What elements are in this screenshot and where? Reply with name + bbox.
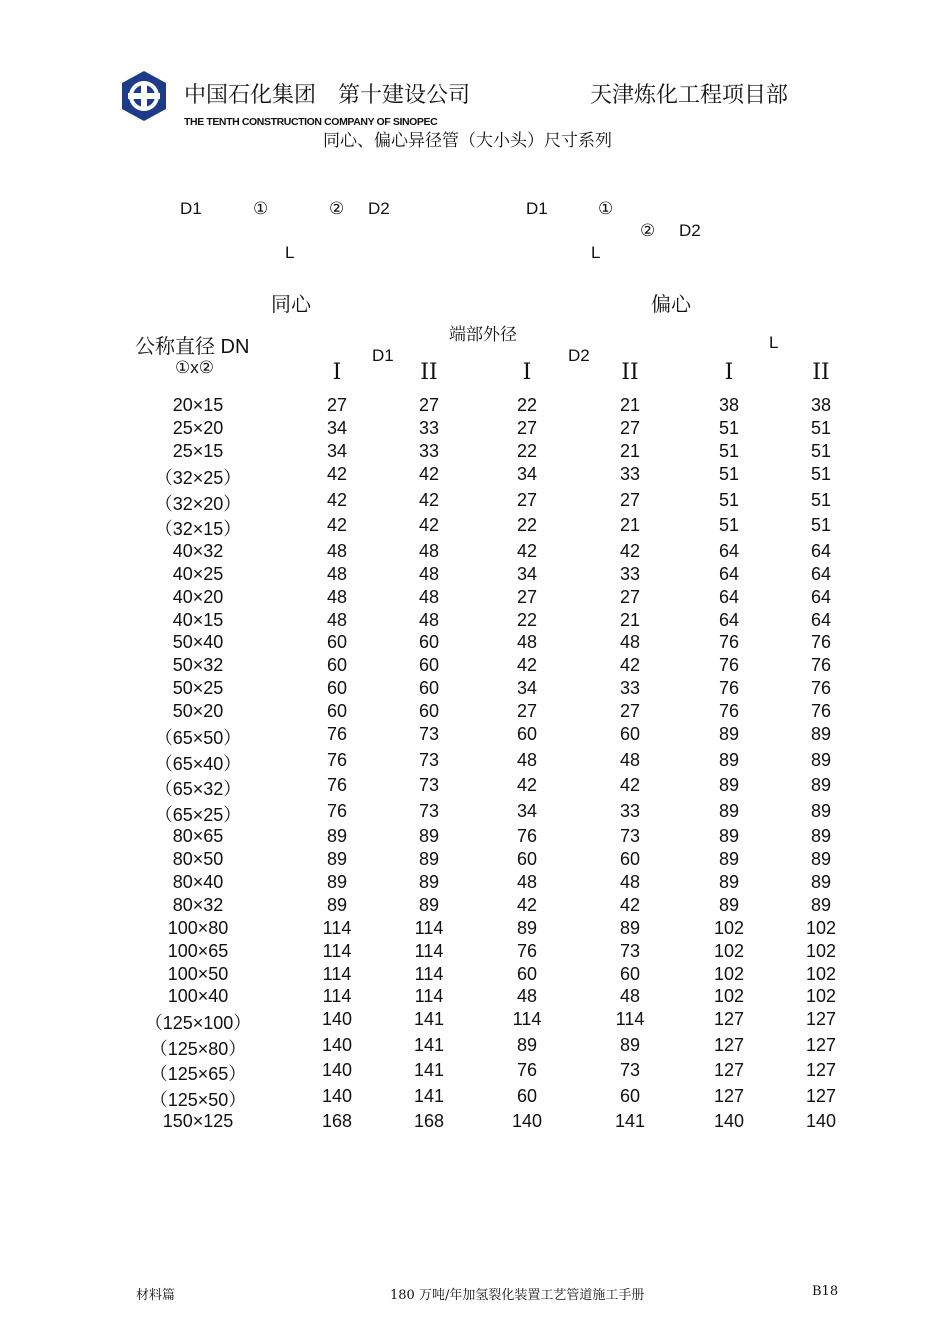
row-d1-ii-cell: 89 (418, 872, 440, 892)
row-d2-i-cell: 27 (516, 418, 538, 438)
table-row (0, 610, 950, 632)
row-d2-ii-cell: 27 (619, 587, 641, 607)
row-d1-i-cell: 42 (326, 515, 348, 535)
row-l-i-cell: 102 (713, 918, 745, 938)
row-d1-i-cell: 114 (322, 986, 352, 1006)
row-dn-cell: 100×80 (167, 918, 229, 938)
row-l-ii-cell: 89 (810, 872, 832, 892)
row-d1-i-cell: 140 (321, 1009, 353, 1029)
row-d2-ii-cell: 114 (615, 1009, 645, 1029)
table-row (0, 895, 950, 917)
row-dn-cell: 40×15 (172, 610, 224, 630)
row-d2-i-cell: 34 (516, 464, 538, 484)
row-l-i-cell: 51 (718, 464, 740, 484)
series-header-l-i: I (724, 360, 734, 385)
row-d2-ii-cell: 33 (619, 464, 641, 484)
table-row (0, 632, 950, 654)
row-l-ii-cell: 51 (810, 418, 832, 438)
row-d1-i-cell: 27 (326, 395, 348, 415)
company-name-en: THE TENTH CONSTRUCTION COMPANY OF SINOPEC (184, 116, 438, 128)
footer-page-number: B18 (812, 1284, 839, 1299)
row-d1-i-cell: 89 (326, 895, 348, 915)
row-d2-ii-cell: 42 (619, 541, 641, 561)
row-d1-ii-cell: 114 (414, 964, 444, 984)
row-d1-ii-cell: 48 (418, 610, 440, 630)
row-dn-cell: （65×50） (154, 728, 242, 748)
row-d2-ii-cell: 60 (619, 849, 641, 869)
row-d2-i-cell: 60 (516, 1086, 538, 1106)
row-d2-i-cell: 60 (516, 964, 538, 984)
row-d1-ii-cell: 33 (418, 418, 440, 438)
eccentric-label: 偏心 (651, 292, 691, 316)
row-d1-ii-cell: 141 (413, 1060, 445, 1080)
row-d2-ii-cell: 141 (614, 1111, 646, 1131)
concentric-d1-label: D1 (180, 199, 202, 218)
row-d2-ii-cell: 48 (619, 632, 641, 652)
row-l-i-cell: 89 (718, 750, 740, 770)
row-l-ii-cell: 102 (805, 941, 837, 961)
table-row (0, 1060, 950, 1082)
table-row (0, 701, 950, 723)
header-d1: D1 (372, 346, 394, 365)
row-d2-i-cell: 60 (516, 849, 538, 869)
row-d1-i-cell: 76 (326, 750, 348, 770)
row-d1-i-cell: 89 (326, 826, 348, 846)
row-d1-i-cell: 76 (326, 724, 348, 744)
row-d2-i-cell: 76 (516, 1060, 538, 1080)
row-l-ii-cell: 51 (810, 490, 832, 510)
header-length: L (769, 333, 779, 352)
row-l-i-cell: 64 (718, 564, 740, 584)
row-l-i-cell: 76 (718, 632, 740, 652)
row-d1-i-cell: 42 (326, 490, 348, 510)
row-d2-ii-cell: 27 (619, 701, 641, 721)
row-d2-ii-cell: 48 (619, 750, 641, 770)
row-d1-i-cell: 42 (326, 464, 348, 484)
table-row (0, 1009, 950, 1031)
row-dn-cell: 20×15 (172, 395, 224, 415)
row-d2-i-cell: 22 (516, 395, 538, 415)
row-d1-ii-cell: 60 (418, 701, 440, 721)
row-l-i-cell: 64 (718, 610, 740, 630)
row-l-ii-cell: 140 (805, 1111, 837, 1131)
series-header-d1-i: I (332, 360, 342, 385)
page-title: 同心、偏心异径管（大小头）尺寸系列 (323, 131, 612, 151)
row-l-ii-cell: 89 (810, 775, 832, 795)
project-department: 天津炼化工程项目部 (590, 83, 789, 108)
row-d2-i-cell: 42 (516, 655, 538, 675)
row-d1-ii-cell: 60 (418, 632, 440, 652)
row-l-i-cell: 89 (718, 801, 740, 821)
table-row (0, 775, 950, 797)
table-row (0, 464, 950, 486)
row-l-i-cell: 127 (713, 1086, 745, 1106)
row-d1-i-cell: 76 (326, 801, 348, 821)
row-d2-ii-cell: 60 (619, 1086, 641, 1106)
row-d2-ii-cell: 73 (619, 941, 641, 961)
row-d1-i-cell: 48 (326, 610, 348, 630)
row-l-ii-cell: 89 (810, 826, 832, 846)
row-dn-cell: 150×125 (162, 1111, 234, 1131)
header-d2: D2 (568, 346, 590, 365)
row-d2-ii-cell: 48 (619, 986, 641, 1006)
sinopec-logo-icon (120, 70, 168, 122)
row-dn-cell: 80×65 (172, 826, 224, 846)
row-d2-ii-cell: 73 (619, 1060, 641, 1080)
row-l-i-cell: 89 (718, 826, 740, 846)
table-row (0, 678, 950, 700)
row-d2-ii-cell: 89 (619, 918, 641, 938)
row-d1-i-cell: 140 (321, 1035, 353, 1055)
row-d1-ii-cell: 48 (418, 541, 440, 561)
table-row (0, 964, 950, 986)
row-d2-i-cell: 48 (516, 632, 538, 652)
row-dn-cell: 80×50 (172, 849, 224, 869)
row-d2-i-cell: 48 (516, 872, 538, 892)
row-l-i-cell: 51 (718, 515, 740, 535)
eccentric-end1-marker: ① (598, 199, 614, 218)
row-l-ii-cell: 102 (805, 986, 837, 1006)
row-l-ii-cell: 89 (810, 801, 832, 821)
row-dn-cell: 25×15 (172, 441, 224, 461)
table-row (0, 986, 950, 1008)
row-d2-i-cell: 76 (516, 826, 538, 846)
series-header-d1-ii: II (420, 360, 438, 385)
table-row (0, 564, 950, 586)
row-dn-cell: （125×80） (149, 1039, 247, 1059)
row-l-ii-cell: 51 (810, 441, 832, 461)
row-d1-ii-cell: 42 (418, 515, 440, 535)
row-l-ii-cell: 89 (810, 724, 832, 744)
row-l-i-cell: 127 (713, 1060, 745, 1080)
row-dn-cell: 80×32 (172, 895, 224, 915)
row-dn-cell: 80×40 (172, 872, 224, 892)
row-l-i-cell: 76 (718, 678, 740, 698)
row-dn-cell: 50×40 (172, 632, 224, 652)
row-l-i-cell: 127 (713, 1035, 745, 1055)
concentric-length-label: L (285, 243, 295, 262)
table-row (0, 872, 950, 894)
row-dn-cell: 40×25 (172, 564, 224, 584)
row-d2-ii-cell: 60 (619, 964, 641, 984)
row-dn-cell: （65×25） (154, 805, 242, 825)
row-d1-ii-cell: 114 (414, 986, 444, 1006)
row-d1-ii-cell: 27 (418, 395, 440, 415)
row-d1-i-cell: 76 (326, 775, 348, 795)
row-d1-ii-cell: 73 (418, 801, 440, 821)
row-d2-i-cell: 140 (511, 1111, 543, 1131)
row-d1-ii-cell: 33 (418, 441, 440, 461)
row-l-i-cell: 76 (718, 655, 740, 675)
row-dn-cell: （65×40） (154, 754, 242, 774)
table-row (0, 587, 950, 609)
row-d1-ii-cell: 60 (418, 655, 440, 675)
row-dn-cell: 100×65 (167, 941, 229, 961)
row-d1-i-cell: 34 (326, 441, 348, 461)
row-d2-ii-cell: 33 (619, 564, 641, 584)
footer-section: 材料篇 (136, 1288, 176, 1303)
row-l-i-cell: 89 (718, 849, 740, 869)
row-d2-ii-cell: 27 (619, 418, 641, 438)
row-d2-i-cell: 89 (516, 1035, 538, 1055)
row-l-i-cell: 140 (713, 1111, 745, 1131)
row-l-ii-cell: 102 (805, 918, 837, 938)
row-l-ii-cell: 127 (805, 1009, 837, 1029)
row-d2-ii-cell: 89 (619, 1035, 641, 1055)
table-row (0, 541, 950, 563)
row-d2-ii-cell: 21 (619, 395, 641, 415)
row-l-i-cell: 89 (718, 775, 740, 795)
row-d2-i-cell: 22 (516, 441, 538, 461)
row-l-ii-cell: 76 (810, 701, 832, 721)
row-d2-i-cell: 114 (512, 1009, 542, 1029)
row-d2-i-cell: 34 (516, 564, 538, 584)
row-d2-i-cell: 22 (516, 515, 538, 535)
concentric-end2-marker: ② (329, 199, 345, 218)
row-d1-i-cell: 48 (326, 541, 348, 561)
row-d1-i-cell: 89 (326, 872, 348, 892)
row-d2-ii-cell: 27 (619, 490, 641, 510)
row-d1-i-cell: 60 (326, 678, 348, 698)
row-l-ii-cell: 127 (805, 1035, 837, 1055)
row-d1-i-cell: 168 (321, 1111, 353, 1131)
concentric-label: 同心 (271, 292, 311, 316)
row-dn-cell: （32×25） (154, 468, 242, 488)
row-d1-ii-cell: 42 (418, 464, 440, 484)
series-header-d2-ii: II (621, 360, 639, 385)
row-l-i-cell: 51 (718, 441, 740, 461)
eccentric-length-label: L (591, 243, 601, 262)
row-l-i-cell: 89 (718, 895, 740, 915)
row-d2-i-cell: 42 (516, 775, 538, 795)
table-row (0, 750, 950, 772)
row-l-ii-cell: 38 (810, 395, 832, 415)
row-l-i-cell: 64 (718, 541, 740, 561)
table-row (0, 849, 950, 871)
row-d1-ii-cell: 73 (418, 724, 440, 744)
row-l-ii-cell: 89 (810, 750, 832, 770)
row-d1-ii-cell: 48 (418, 587, 440, 607)
row-d1-ii-cell: 114 (414, 918, 444, 938)
table-row (0, 918, 950, 940)
row-d1-i-cell: 114 (322, 941, 352, 961)
row-d2-i-cell: 42 (516, 895, 538, 915)
series-header-d2-i: I (522, 360, 532, 385)
footer-manual-title: 180 万吨/年加氢裂化装置工艺管道施工手册 (390, 1288, 645, 1303)
row-dn-cell: （125×100） (144, 1013, 252, 1033)
row-l-ii-cell: 64 (810, 587, 832, 607)
row-dn-cell: （32×15） (154, 519, 242, 539)
table-row (0, 1086, 950, 1108)
table-row (0, 441, 950, 463)
row-d1-ii-cell: 141 (413, 1086, 445, 1106)
row-d2-ii-cell: 42 (619, 775, 641, 795)
row-l-ii-cell: 89 (810, 849, 832, 869)
row-dn-cell: 50×20 (172, 701, 224, 721)
row-d1-i-cell: 114 (322, 964, 352, 984)
row-d1-i-cell: 140 (321, 1086, 353, 1106)
row-d2-ii-cell: 42 (619, 895, 641, 915)
row-d1-i-cell: 89 (326, 849, 348, 869)
table-row (0, 826, 950, 848)
row-l-ii-cell: 76 (810, 678, 832, 698)
row-d1-ii-cell: 141 (413, 1035, 445, 1055)
row-l-ii-cell: 127 (805, 1086, 837, 1106)
row-l-i-cell: 127 (713, 1009, 745, 1029)
table-row (0, 724, 950, 746)
row-d1-i-cell: 60 (326, 632, 348, 652)
row-d1-ii-cell: 168 (413, 1111, 445, 1131)
table-row (0, 515, 950, 537)
row-d2-i-cell: 27 (516, 587, 538, 607)
row-l-i-cell: 76 (718, 701, 740, 721)
table-row (0, 801, 950, 823)
row-d2-i-cell: 48 (516, 750, 538, 770)
row-l-ii-cell: 127 (805, 1060, 837, 1080)
header-nominal-sub: ①x② (175, 358, 214, 377)
table-row (0, 395, 950, 417)
row-l-ii-cell: 51 (810, 464, 832, 484)
row-d1-ii-cell: 141 (413, 1009, 445, 1029)
header-end-outer-diameter: 端部外径 (449, 325, 517, 345)
row-d2-ii-cell: 21 (619, 610, 641, 630)
row-l-i-cell: 51 (718, 490, 740, 510)
row-l-ii-cell: 89 (810, 895, 832, 915)
row-d1-ii-cell: 48 (418, 564, 440, 584)
row-dn-cell: （125×50） (149, 1090, 247, 1110)
row-dn-cell: （65×32） (154, 779, 242, 799)
eccentric-d2-label: D2 (679, 221, 701, 240)
row-l-i-cell: 51 (718, 418, 740, 438)
table-row (0, 655, 950, 677)
table-row (0, 1035, 950, 1057)
row-d1-ii-cell: 89 (418, 826, 440, 846)
row-dn-cell: 50×32 (172, 655, 224, 675)
row-dn-cell: 100×40 (167, 986, 229, 1006)
row-l-i-cell: 89 (718, 872, 740, 892)
row-d2-ii-cell: 21 (619, 515, 641, 535)
row-d2-ii-cell: 33 (619, 678, 641, 698)
row-d2-ii-cell: 33 (619, 801, 641, 821)
eccentric-d1-label: D1 (526, 199, 548, 218)
row-l-i-cell: 64 (718, 587, 740, 607)
row-d2-ii-cell: 60 (619, 724, 641, 744)
row-d1-ii-cell: 42 (418, 490, 440, 510)
table-row (0, 1111, 950, 1133)
row-d2-i-cell: 60 (516, 724, 538, 744)
row-dn-cell: 50×25 (172, 678, 224, 698)
table-row (0, 490, 950, 512)
concentric-end1-marker: ① (253, 199, 269, 218)
row-dn-cell: （125×65） (149, 1064, 247, 1084)
row-d2-i-cell: 34 (516, 678, 538, 698)
row-d1-ii-cell: 73 (418, 750, 440, 770)
row-d1-ii-cell: 89 (418, 849, 440, 869)
row-d1-ii-cell: 73 (418, 775, 440, 795)
row-dn-cell: （32×20） (154, 494, 242, 514)
concentric-d2-label: D2 (368, 199, 390, 218)
row-dn-cell: 100×50 (167, 964, 229, 984)
row-d2-i-cell: 22 (516, 610, 538, 630)
row-d1-i-cell: 48 (326, 564, 348, 584)
eccentric-end2-marker: ② (640, 221, 656, 240)
row-l-ii-cell: 76 (810, 632, 832, 652)
row-d2-i-cell: 42 (516, 541, 538, 561)
row-l-i-cell: 38 (718, 395, 740, 415)
row-d2-i-cell: 27 (516, 701, 538, 721)
row-d1-i-cell: 60 (326, 701, 348, 721)
row-l-i-cell: 102 (713, 986, 745, 1006)
row-d1-i-cell: 140 (321, 1060, 353, 1080)
row-d1-i-cell: 114 (322, 918, 352, 938)
row-d2-i-cell: 89 (516, 918, 538, 938)
row-l-ii-cell: 64 (810, 610, 832, 630)
header-nominal-diameter: 公称直径 DN (135, 336, 250, 358)
row-d1-i-cell: 60 (326, 655, 348, 675)
series-header-l-ii: II (812, 360, 830, 385)
table-row (0, 418, 950, 440)
row-dn-cell: 25×20 (172, 418, 224, 438)
row-d1-i-cell: 48 (326, 587, 348, 607)
row-d1-ii-cell: 89 (418, 895, 440, 915)
row-l-i-cell: 102 (713, 964, 745, 984)
row-l-ii-cell: 76 (810, 655, 832, 675)
row-l-ii-cell: 102 (805, 964, 837, 984)
row-d1-ii-cell: 114 (414, 941, 444, 961)
row-d2-ii-cell: 42 (619, 655, 641, 675)
row-dn-cell: 40×20 (172, 587, 224, 607)
row-d2-ii-cell: 48 (619, 872, 641, 892)
row-dn-cell: 40×32 (172, 541, 224, 561)
row-l-i-cell: 102 (713, 941, 745, 961)
row-d2-ii-cell: 21 (619, 441, 641, 461)
row-d2-ii-cell: 73 (619, 826, 641, 846)
row-l-i-cell: 89 (718, 724, 740, 744)
row-d2-i-cell: 27 (516, 490, 538, 510)
row-l-ii-cell: 64 (810, 564, 832, 584)
row-d2-i-cell: 48 (516, 986, 538, 1006)
table-row (0, 941, 950, 963)
row-l-ii-cell: 51 (810, 515, 832, 535)
company-name-cn: 中国石化集团 第十建设公司 (184, 83, 471, 108)
row-d2-i-cell: 76 (516, 941, 538, 961)
row-d2-i-cell: 34 (516, 801, 538, 821)
row-l-ii-cell: 64 (810, 541, 832, 561)
row-d1-ii-cell: 60 (418, 678, 440, 698)
row-d1-i-cell: 34 (326, 418, 348, 438)
